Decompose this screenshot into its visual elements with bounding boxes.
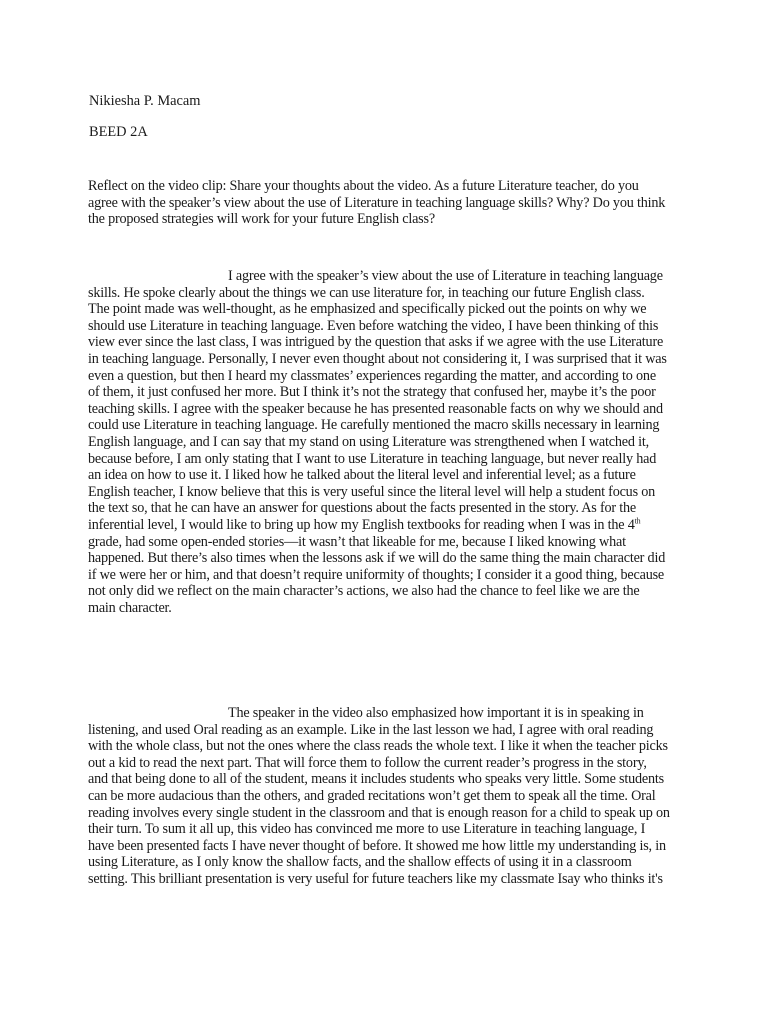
paragraph-line: main character. (88, 599, 172, 616)
paragraph-line: reading involves every single student in the classroom and that is enough reason for a child to speak up on (88, 804, 670, 821)
paragraph-line: because before, I am only stating that I want to use Literature in teaching language, but never really had (88, 450, 657, 467)
section-label: BEED 2A (89, 124, 148, 140)
paragraph-line: even a question, but then I heard my classmates’ experiences regarding the matter, and according to one (88, 367, 656, 384)
paragraph-line: their turn. To sum it all up, this video has convinced me more to use Literature in teaching language, I (88, 821, 646, 838)
paragraph-line: have been presented facts I have never thought of before. It showed me how little my understanding is, in (88, 837, 666, 854)
paragraph-line: inferential level, I would like to bring up how my English textbooks for reading when I was in the 4 (88, 516, 635, 533)
paragraph-line: view ever since the last class, I was intrigued by the question that asks if we agree with the use Literature (88, 334, 664, 351)
reflection-prompt (88, 178, 665, 228)
paragraph-line: The speaker in the video also emphasized how important it is in speaking in (228, 705, 644, 721)
paragraph-line: using Literature, as I only know the shallow facts, and the shallow effects of using it in a classroom (88, 854, 632, 871)
paragraph-line: should use Literature in teaching language. Even before watching the video, I have been thinking of this (88, 317, 659, 334)
paragraph-line: and that being done to all of the student, means it includes students who speaks very little. Some students (88, 771, 664, 788)
paragraph-line: grade, had some open-ended stories—it wasn’t that likeable for me, because I liked knowing what (88, 533, 626, 550)
paragraph-line: setting. This brilliant presentation is very useful for future teachers like my classmate Isay who thinks it's (88, 870, 663, 887)
paragraph-line: teaching skills. I agree with the speaker because he has presented reasonable facts on why we should and (88, 400, 663, 417)
paragraph-line: in teaching language. Personally, I never even thought about not considering it, I was surprised that it was (88, 350, 667, 367)
prompt-line: agree with the speaker’s view about the use of Literature in teaching language skills? Why? Do you think (88, 194, 666, 211)
prompt-line: the proposed strategies will work for your future English class? (88, 211, 435, 228)
paragraph-line: I agree with the speaker’s view about the use of Literature in teaching language (228, 268, 663, 284)
paragraph-line: the text so, that he can have an answer for questions about the facts presented in the story. As for the (88, 500, 636, 517)
paragraph-line: English language, and I can say that my stand on using Literature was strengthened when I watched it, (88, 433, 649, 450)
paragraph-line: of them, it just confused her more. But I think it’s not the strategy that confused her, maybe it’s the poor (88, 384, 656, 401)
paragraph-line: with the whole class, but not the ones where the class reads the whole text. I like it when the teacher picks (88, 738, 668, 755)
prompt-line: Reflect on the video clip: Share your thoughts about the video. As a future Literature teacher, do you (88, 178, 639, 194)
paragraph-one (88, 268, 667, 616)
paragraph-line: could use Literature in teaching language. He carefully mentioned the macro skills necessary in learning (88, 417, 660, 434)
paragraph-line: not only did we reflect on the main character’s actions, we also had the chance to feel like we are the (88, 583, 640, 600)
paragraph-line: happened. But there’s also times when the lessons ask if we will do the same thing the main character did (88, 550, 666, 567)
paragraph-line: out a kid to read the next part. That will force them to follow the current reader’s progress in the story, (88, 754, 647, 771)
paragraph-line: an idea on how to use it. I liked how he talked about the literal level and inferential level; as a future (88, 467, 636, 484)
paragraph-two (88, 705, 670, 888)
paragraph-line: listening, and used Oral reading as an example. Like in the last lesson we had, I agree with oral reading (88, 721, 654, 738)
author-name: Nikiesha P. Macam (89, 93, 201, 109)
paragraph-line: The point made was well-thought, as he emphasized and specifically picked out the points on why we (88, 301, 647, 318)
paragraph-line: English teacher, I know believe that this is very useful since the literal level will help a student focus on (88, 483, 656, 500)
paragraph-line: can be more audacious than the others, and graded recitations won’t get them to speak all the time. Oral (88, 787, 656, 804)
paragraph-line: if we were her or him, and that doesn’t require uniformity of thoughts; I consider it a good thing, because (88, 566, 665, 583)
paragraph-line: skills. He spoke clearly about the things we can use literature for, in teaching our future English class. (88, 284, 645, 301)
ordinal-superscript: th (634, 516, 641, 526)
